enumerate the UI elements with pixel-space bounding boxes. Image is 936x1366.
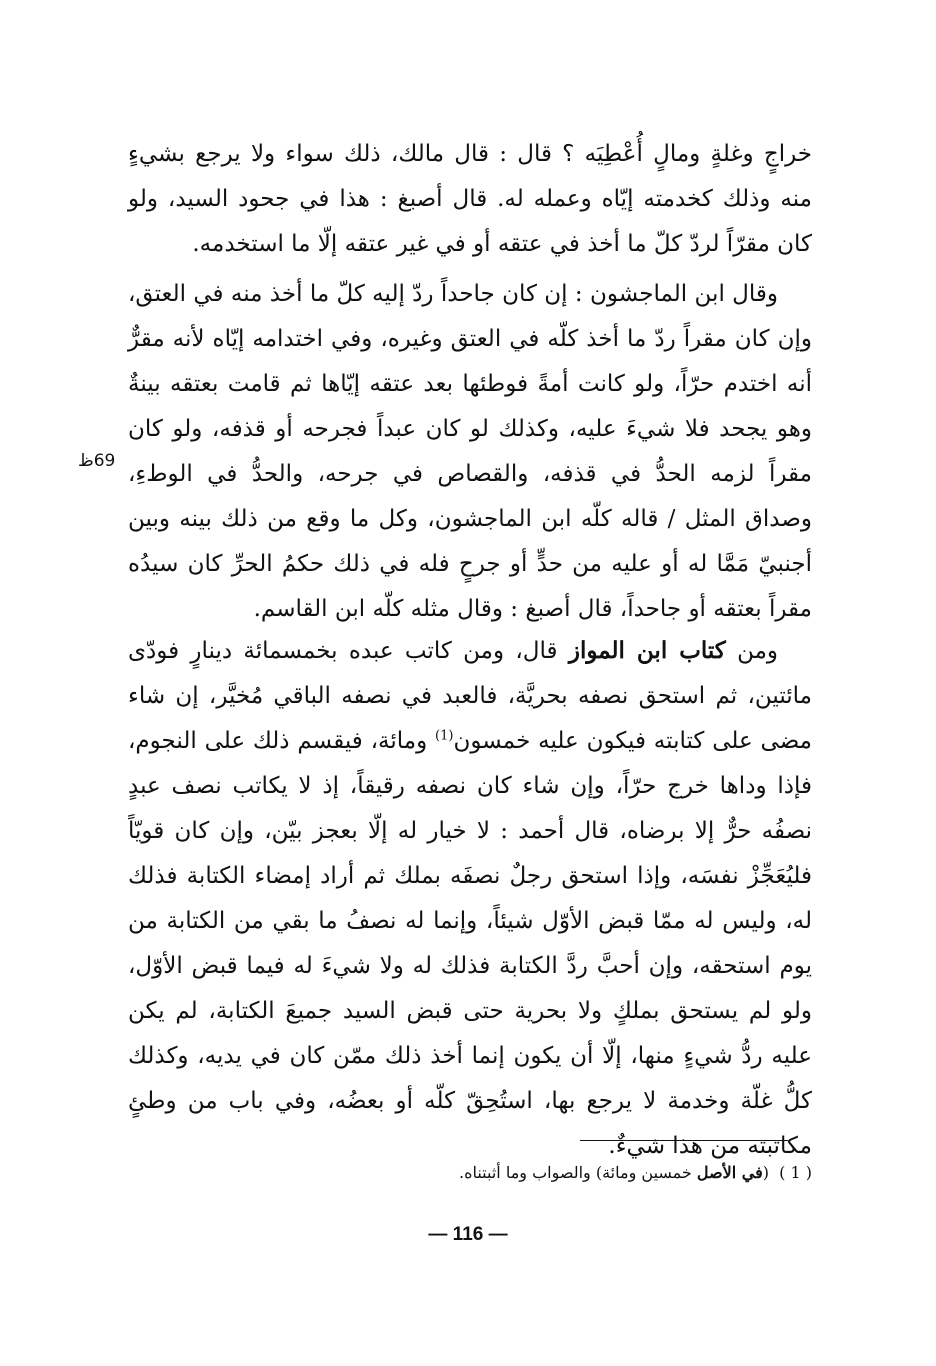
margin-folio-note: 69ظ	[78, 451, 116, 471]
paragraph-2	[128, 272, 812, 632]
source-title: كتاب ابن المواز	[568, 637, 726, 664]
page-number: — 116 —	[428, 1224, 508, 1245]
footnote-reference: (1)	[435, 728, 454, 744]
footnote-bold-text: في الأصل	[696, 1163, 763, 1182]
footnote-text: خمسين ومائة) والصواب وما أثبتناه.	[459, 1163, 692, 1182]
paragraph-1	[128, 132, 812, 267]
paragraph-3	[128, 628, 812, 1169]
paragraph-2-text: وقال ابن الماجشون : إن كان جاحداً ردّ إليه كلّ ما أخذ منه في العتق، وإن كان مقراً ردّ ما أخذ كلّه في العتق وغيره، وفي اختدامه إيّاه لأنه مقرٌّ أنه اختدم حرّاً، ولو كانت أمةً فوطئها بعد عتقه إيّاها ثم قامت بعتقه بينةٌ وهو يجحد فلا شيءَ عليه، وكذلك لو كان عبداً فجرحه أو قذفه، ولو كان مقراً لزمه الحدُّ في قذفه، والقصاص في جرحه، والحدُّ في الوطءِ، وصداق المثل / قاله كلّه ابن الماجشون، وكل ما وقع من ذلك بينه وبين أجنبيّ مَمَّا له أو عليه من حدٍّ أو جرحٍ فله في ذلك حكمُ الحرِّ كان سيدُه مقراً بعتقه أو جاحداً، قال أصبغ : وقال مثله كلّه ابن القاسم.	[128, 281, 812, 622]
footnote-divider	[580, 1140, 788, 1141]
paragraph-1-text: خراجٍ وغلةٍ ومالٍ أُعْطِيَه ؟ قال : قال مالك، ذلك سواء ولا يرجع بشيءٍ منه وذلك كخدمته إيّاه وعمله له. قال أصبغ : هذا في جحود السيد، ولو كان مقرّاً لردّ كلّ ما أخذ في عتقه أو في غير عتقه إلّا ما استخدمه.	[128, 141, 812, 257]
paragraph-3-part-2: ومائة، فيقسم ذلك على النجوم، فإذا وداها خرج حرّاً، وإن شاء كان نصفه رقيقاً، إذ لا يكاتب نصف عبدٍ نصفُه حرٌّ إلا برضاه، قال أحمد : لا خيار له إلّا بعجز بيّن، وإن كان قويّاً فليُعَجِّزْ نفسَه، وإذا استحق رجلٌ نصفَه بملك ثم أراد إمضاء الكتابة فذلك له، وليس له ممّا قبض الأوّل شيئاً، وإنما له نصفُ ما بقي من الكتابة من يوم استحقه، وإن أحبَّ ردَّ الكتابة فذلك له ولا شيءَ له فيما قبض الأوّل، ولو لم يستحق بملكٍ ولا بحرية حتى قبض السيد جميعَ الكتابة، لم يكن عليه ردُّ شيءٍ منها، إلّا أن يكون إنما أخذ ذلك ممّن كان في يديه، وكذلك كلُّ غلّة وخدمة لا يرجع بها، استُحِقّ كلّه أو بعضُه، وفي باب من وطئٍ مكاتبته من هذا شيءٌ.	[128, 728, 812, 1159]
paragraph-3-lead: ومن	[737, 638, 779, 664]
footnote: ( 1 ) (في الأصل خمسين ومائة) والصواب وما أثبتناه.	[459, 1163, 812, 1182]
footnote-number: ( 1 )	[779, 1163, 812, 1182]
paragraph-3-part-1: قال، ومن كاتب عبده بخمسمائة دينارٍ فودّى مائتين، ثم استحق نصفه بحريَّة، فالعبد في نصفه الباقي مُخيَّر، إن شاء مضى على كتابته فيكون عليه خمسون	[128, 638, 812, 754]
